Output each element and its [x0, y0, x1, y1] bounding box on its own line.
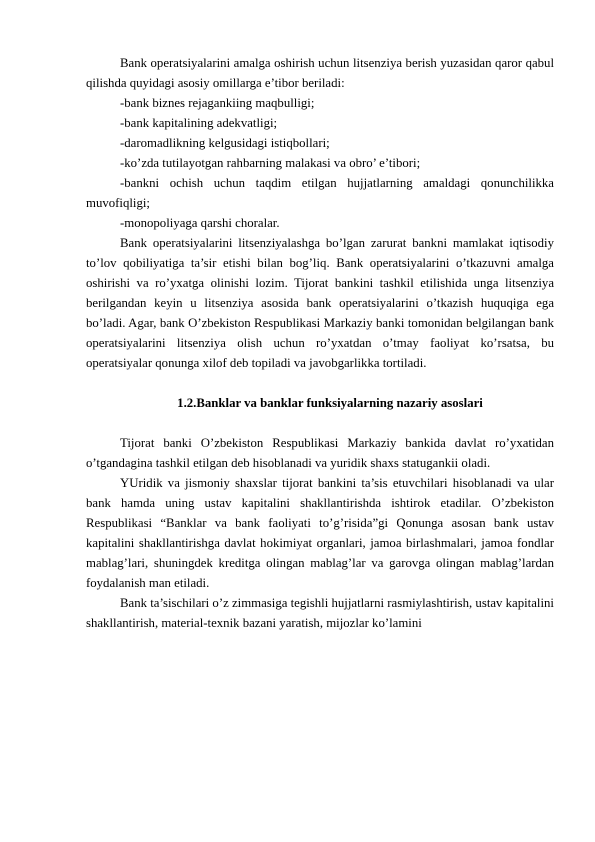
- list-item: -bank kapitalining adekvatligi;: [120, 116, 278, 130]
- list-item: -monopoliyaga qarshi choralar.: [120, 216, 280, 230]
- section-heading: 1.2.Banklar va banklar funksiyalarning nazariy asoslari: [177, 396, 483, 410]
- list-item: -daromadlikning kelgusidagi istiqbollari;: [120, 136, 330, 150]
- licensing-paragraph: Bank operatsiyalarini litsenziyalashga bo’lgan zarurat bankni mamlakat iqtisodiy to’lov qobiliyatiga ta’sir etishi bilan bog’liq. Bank operatsiyalarini o’tkazuvni amalga oshirishi va ro’yxatga olinishi lozim. Tijorat bankini tashkil etilishida unga litsenziya berilgandan keyin u litsenziya asosida bank operatsiyalarini o’tkazish huquqiga ega bo’ladi. Agar, bank O’zbekiston Respublikasi Markaziy banki tomonidan belgilangan bank operatsiyalarini litsenziya olish uchun ro’yxatdan o’tmay faoliyat ko’rsatsa, bu operatsiyalar qonunga xilof deb topiladi va javobgarlikka tortiladi.: [86, 236, 554, 370]
- list-item: -bank biznes rejagankiing maqbulligi;: [120, 96, 315, 110]
- list-item: -ko’zda tutilayotgan rahbarning malakasi va obro’ e’tibori;: [120, 156, 421, 170]
- section-paragraph: Bank ta’sischilari o’z zimmasiga tegishli hujjatlarni rasmiylashtirish, ustav kapitalini shakllantirish, material-texnik bazani yaratish, mijozlar ko’lamini: [86, 596, 554, 630]
- intro-paragraph: Bank operatsiyalarini amalga oshirish uchun litsenziya berish yuzasidan qaror qabul qilishda quyidagi asosiy omillarga e’tibor beriladi:: [86, 56, 554, 90]
- section-paragraph: Tijorat banki O’zbekiston Respublikasi Markaziy bankida davlat ro’yxatidan o’tgandagina tashkil etilgan deb hisoblanadi va yuridik shaxs statugankii oladi.: [86, 436, 554, 470]
- document-page: [86, 53, 554, 633]
- list-item: -bankni ochish uchun taqdim etilgan hujjatlarning amaldagi qonunchilikka muvofiqligi;: [86, 176, 554, 210]
- section-paragraph: YUridik va jismoniy shaxslar tijorat bankini ta’sis etuvchilari hisoblanadi va ular bank hamda uning ustav kapitalini shakllantirishda ishtirok etadilar. O’zbekiston Respublikasi “Banklar va bank faoliyati to’g’risida”gi Qonunga asosan bank ustav kapitalini shakllantirishga davlat hokimiyat organlari, jamoa birlashmalari, jamoa fondlar mablag’lari, shuningdek kreditga olingan mablag’lar va garovga olingan mablag’lardan foydalanish man etiladi.: [86, 476, 554, 590]
